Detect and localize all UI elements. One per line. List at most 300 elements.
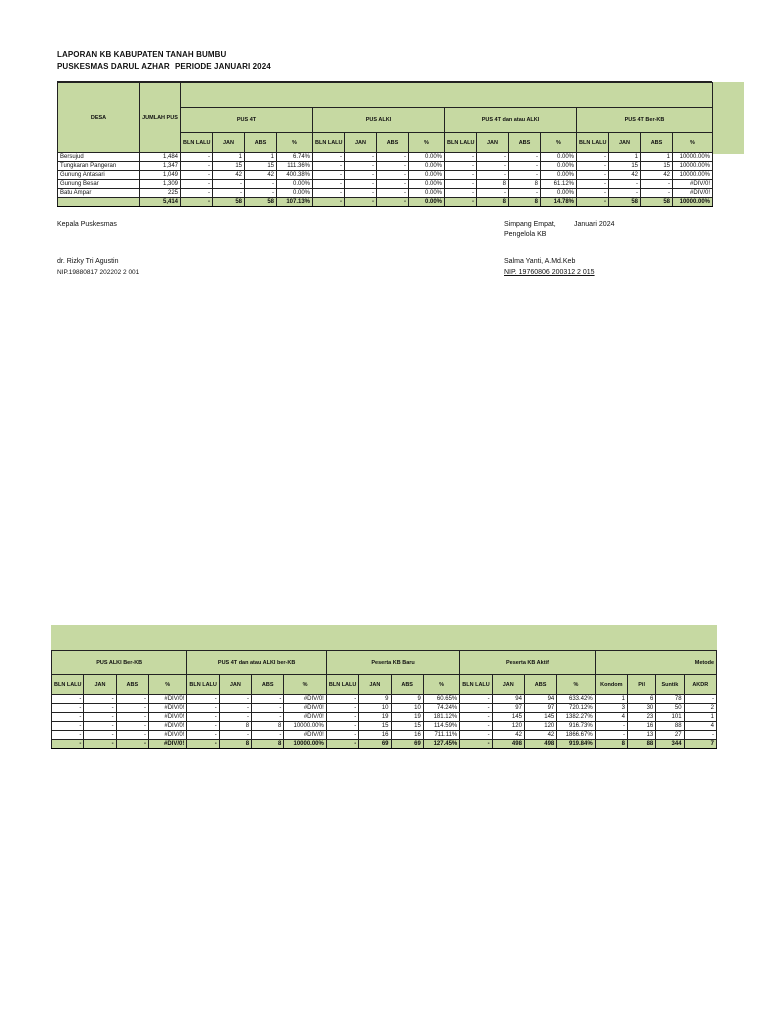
sub-bln-lalu: BLN LALU — [313, 133, 345, 153]
data-cell: - — [219, 695, 251, 704]
signer-right-place: Simpang Empat, — [504, 221, 556, 228]
report-title: LAPORAN KB KABUPATEN TANAH BUMBU — [57, 50, 227, 59]
data-cell: 10 — [359, 704, 391, 713]
data-cell: - — [187, 722, 219, 731]
data-cell: 1866.67% — [557, 731, 595, 740]
data-cell: - — [445, 162, 477, 171]
data-cell: 0.00% — [541, 171, 577, 180]
data-cell: 10000.00% — [673, 162, 713, 171]
data-cell: - — [187, 704, 219, 713]
data-cell: 8 — [219, 722, 251, 731]
group-peserta-kb-aktif: Peserta KB Aktif — [460, 651, 595, 675]
data-cell: #DIV/0! — [673, 189, 713, 198]
table2-top-band — [51, 625, 717, 650]
data-cell: 1,309 — [140, 180, 181, 189]
data-cell: 720.12% — [557, 704, 595, 713]
total-cell: - — [52, 740, 84, 749]
data-cell: - — [460, 713, 492, 722]
data-cell: 0.00% — [409, 171, 445, 180]
data-cell: #DIV/0! — [284, 731, 326, 740]
data-cell: - — [460, 704, 492, 713]
data-cell: - — [477, 162, 509, 171]
data-cell: - — [684, 695, 716, 704]
data-cell: - — [116, 713, 148, 722]
signer-right-name: Salma Yanti, A.Md.Keb — [504, 258, 576, 265]
data-cell: - — [445, 153, 477, 162]
subheader-cell: % — [557, 675, 595, 695]
data-cell: 1 — [595, 695, 627, 704]
data-cell: 6 — [628, 695, 656, 704]
data-cell: 42 — [641, 171, 673, 180]
total-row — [52, 740, 717, 749]
data-cell: #DIV/0! — [673, 180, 713, 189]
data-cell: #DIV/0! — [148, 713, 186, 722]
data-cell: 145 — [492, 713, 524, 722]
sub-bln-lalu: BLN LALU — [181, 133, 213, 153]
data-cell: - — [509, 153, 541, 162]
table-row — [58, 189, 713, 198]
data-cell: 15 — [641, 162, 673, 171]
data-cell: - — [326, 722, 358, 731]
data-cell: - — [116, 704, 148, 713]
data-cell: 19 — [391, 713, 423, 722]
data-cell: - — [477, 153, 509, 162]
data-cell: 88 — [656, 722, 684, 731]
data-cell: - — [577, 189, 609, 198]
signer-left-role: Kepala Puskesmas — [57, 221, 117, 228]
total-cell — [58, 198, 140, 207]
subheader-cell: ABS — [524, 675, 556, 695]
data-cell: - — [84, 704, 116, 713]
data-cell: - — [377, 153, 409, 162]
data-cell: - — [641, 180, 673, 189]
report-subtitle: PUSKESMAS DARUL AZHAR — [57, 62, 170, 71]
data-cell: 16 — [359, 731, 391, 740]
data-cell: - — [377, 180, 409, 189]
signer-right-date: Januari 2024 — [574, 221, 615, 228]
group-peserta-kb-baru: Peserta KB Baru — [326, 651, 459, 675]
data-cell: 30 — [628, 704, 656, 713]
data-cell: - — [252, 731, 284, 740]
group-pus-alki-ber-kb: PUS ALKI Ber-KB — [52, 651, 187, 675]
data-cell: 1 — [245, 153, 277, 162]
data-cell: - — [116, 722, 148, 731]
data-cell: - — [509, 162, 541, 171]
data-cell: - — [52, 713, 84, 722]
table-row — [52, 713, 717, 722]
data-cell: 9 — [359, 695, 391, 704]
signer-right-nip: NIP. 19760806 200312 2 015 — [504, 269, 595, 276]
data-cell: - — [477, 171, 509, 180]
subheader-cell: Kondom — [595, 675, 627, 695]
data-cell: #DIV/0! — [284, 713, 326, 722]
data-cell: - — [181, 180, 213, 189]
signer-left-name: dr. Rizky Tri Agustin — [57, 258, 119, 265]
total-cell: - — [377, 198, 409, 207]
data-cell: #DIV/0! — [284, 695, 326, 704]
total-cell: - — [187, 740, 219, 749]
table2 — [51, 650, 717, 749]
table-row — [58, 153, 713, 162]
data-cell: - — [84, 722, 116, 731]
data-cell: 10000.00% — [673, 171, 713, 180]
data-cell: - — [252, 695, 284, 704]
data-cell: 61.12% — [541, 180, 577, 189]
total-cell: #DIV/0! — [148, 740, 186, 749]
total-cell: 127.45% — [423, 740, 459, 749]
data-cell: 1,347 — [140, 162, 181, 171]
data-cell: 120 — [524, 722, 556, 731]
data-cell: 1 — [213, 153, 245, 162]
data-cell: 15 — [391, 722, 423, 731]
data-cell: 0.00% — [541, 153, 577, 162]
report-period: PERIODE JANUARI 2024 — [175, 62, 271, 71]
total-cell: - — [460, 740, 492, 749]
data-cell: - — [252, 704, 284, 713]
subheader-cell: % — [148, 675, 186, 695]
data-cell: 74.24% — [423, 704, 459, 713]
data-cell: - — [187, 731, 219, 740]
data-cell: 1382.27% — [557, 713, 595, 722]
data-cell: - — [445, 171, 477, 180]
data-cell: 1,484 — [140, 153, 181, 162]
data-cell: 15 — [609, 162, 641, 171]
total-cell: 919.84% — [557, 740, 595, 749]
data-cell: 8 — [509, 180, 541, 189]
data-cell: 42 — [213, 171, 245, 180]
data-cell: - — [377, 171, 409, 180]
data-cell: 42 — [609, 171, 641, 180]
table-row — [52, 704, 717, 713]
total-cell: - — [116, 740, 148, 749]
data-cell: - — [684, 731, 716, 740]
data-cell: 10 — [391, 704, 423, 713]
data-cell: 97 — [492, 704, 524, 713]
subheader-cell: Pil — [628, 675, 656, 695]
sub-pct: % — [541, 133, 577, 153]
data-cell: #DIV/0! — [148, 695, 186, 704]
data-cell: 15 — [245, 162, 277, 171]
signer-left-nip: NIP.19880817 202202 2 001 — [57, 269, 140, 276]
data-cell: 94 — [524, 695, 556, 704]
data-cell: - — [609, 180, 641, 189]
subheader-cell: BLN LALU — [460, 675, 492, 695]
data-cell: - — [445, 180, 477, 189]
sub-abs: ABS — [245, 133, 277, 153]
table-row — [58, 162, 713, 171]
data-cell: 225 — [140, 189, 181, 198]
sub-abs: ABS — [509, 133, 541, 153]
table1-band — [181, 83, 713, 108]
sub-jan: JAN — [609, 133, 641, 153]
total-cell: - — [181, 198, 213, 207]
total-cell: 8 — [509, 198, 541, 207]
data-cell: 111.36% — [277, 162, 313, 171]
data-cell: 4 — [595, 713, 627, 722]
subheader-cell: BLN LALU — [187, 675, 219, 695]
data-cell: - — [509, 171, 541, 180]
data-cell: - — [345, 162, 377, 171]
data-cell: 1 — [641, 153, 673, 162]
data-cell: - — [313, 189, 345, 198]
table1 — [57, 82, 713, 207]
data-cell: #DIV/0! — [148, 704, 186, 713]
data-cell: 10000.00% — [284, 722, 326, 731]
subheader-cell: AKDR — [684, 675, 716, 695]
table-row — [58, 171, 713, 180]
data-cell: #DIV/0! — [148, 722, 186, 731]
data-cell: - — [509, 189, 541, 198]
total-cell: 8 — [477, 198, 509, 207]
data-cell: 15 — [359, 722, 391, 731]
data-cell: 0.00% — [409, 189, 445, 198]
data-cell: - — [377, 162, 409, 171]
total-cell: 344 — [656, 740, 684, 749]
group-pus-alki: PUS ALKI — [313, 108, 445, 133]
total-cell: 7 — [684, 740, 716, 749]
sub-jan: JAN — [345, 133, 377, 153]
data-cell: 42 — [524, 731, 556, 740]
data-cell: 10000.00% — [673, 153, 713, 162]
total-cell: 5,414 — [140, 198, 181, 207]
sub-abs: ABS — [377, 133, 409, 153]
total-cell: 14.78% — [541, 198, 577, 207]
subheader-cell: ABS — [391, 675, 423, 695]
data-cell: - — [595, 722, 627, 731]
data-cell: - — [181, 162, 213, 171]
data-cell: - — [345, 153, 377, 162]
total-cell: - — [84, 740, 116, 749]
village-name: Bersujud — [58, 153, 140, 162]
subheader-cell: JAN — [84, 675, 116, 695]
sub-bln-lalu: BLN LALU — [577, 133, 609, 153]
data-cell: #DIV/0! — [148, 731, 186, 740]
total-cell: 107.13% — [277, 198, 313, 207]
data-cell: 114.59% — [423, 722, 459, 731]
data-cell: - — [345, 189, 377, 198]
data-cell: 101 — [656, 713, 684, 722]
group-metode: Metode — [595, 651, 716, 675]
data-cell: 181.12% — [423, 713, 459, 722]
data-cell: 120 — [492, 722, 524, 731]
data-cell: - — [326, 713, 358, 722]
data-cell: - — [577, 180, 609, 189]
sub-pct: % — [277, 133, 313, 153]
data-cell: - — [187, 695, 219, 704]
total-cell: 58 — [609, 198, 641, 207]
total-row — [58, 198, 713, 207]
data-cell: - — [577, 171, 609, 180]
data-cell: - — [460, 722, 492, 731]
data-cell: - — [345, 180, 377, 189]
group-pus-4t: PUS 4T — [181, 108, 313, 133]
data-cell: 145 — [524, 713, 556, 722]
village-name: Gunung Antasari — [58, 171, 140, 180]
total-cell: - — [313, 198, 345, 207]
data-cell: 8 — [477, 180, 509, 189]
village-name: Tungkaran Pangeran — [58, 162, 140, 171]
data-cell: 42 — [492, 731, 524, 740]
data-cell: - — [377, 189, 409, 198]
data-cell: - — [609, 189, 641, 198]
data-cell: - — [52, 695, 84, 704]
total-cell: - — [445, 198, 477, 207]
data-cell: - — [84, 695, 116, 704]
table1-side-band — [712, 82, 744, 154]
data-cell: 0.00% — [541, 162, 577, 171]
total-cell: 498 — [524, 740, 556, 749]
subheader-cell: % — [423, 675, 459, 695]
data-cell: 633.42% — [557, 695, 595, 704]
data-cell: 50 — [656, 704, 684, 713]
data-cell: - — [245, 189, 277, 198]
data-cell: 19 — [359, 713, 391, 722]
data-cell: - — [181, 171, 213, 180]
subheader-cell: JAN — [219, 675, 251, 695]
data-cell: 1 — [609, 153, 641, 162]
data-cell: 711.11% — [423, 731, 459, 740]
data-cell: 15 — [213, 162, 245, 171]
data-cell: 2 — [684, 704, 716, 713]
data-cell: 8 — [252, 722, 284, 731]
subheader-cell: JAN — [492, 675, 524, 695]
data-cell: 97 — [524, 704, 556, 713]
group-pus-4t-ber-kb: PUS 4T Ber-KB — [577, 108, 713, 133]
sub-pct: % — [673, 133, 713, 153]
data-cell: #DIV/0! — [284, 704, 326, 713]
data-cell: 60.65% — [423, 695, 459, 704]
data-cell: - — [213, 189, 245, 198]
table-row — [58, 180, 713, 189]
data-cell: 9 — [391, 695, 423, 704]
subheader-cell: ABS — [252, 675, 284, 695]
data-cell: 13 — [628, 731, 656, 740]
data-cell: - — [187, 713, 219, 722]
col-desa: DESA — [58, 83, 140, 153]
data-cell: - — [577, 162, 609, 171]
total-cell: 58 — [245, 198, 277, 207]
data-cell: - — [595, 731, 627, 740]
data-cell: - — [84, 713, 116, 722]
data-cell: 0.00% — [409, 162, 445, 171]
sub-abs: ABS — [641, 133, 673, 153]
data-cell: 1,049 — [140, 171, 181, 180]
total-cell: 58 — [641, 198, 673, 207]
data-cell: 23 — [628, 713, 656, 722]
data-cell: 400.38% — [277, 171, 313, 180]
data-cell: - — [326, 731, 358, 740]
total-cell: - — [326, 740, 358, 749]
data-cell: - — [477, 189, 509, 198]
sub-bln-lalu: BLN LALU — [445, 133, 477, 153]
total-cell: 69 — [391, 740, 423, 749]
subheader-cell: ABS — [116, 675, 148, 695]
table-row — [52, 731, 717, 740]
col-jumlah-pus: JUMLAH PUS — [140, 83, 181, 153]
data-cell: 6.74% — [277, 153, 313, 162]
data-cell: - — [460, 695, 492, 704]
data-cell: - — [313, 171, 345, 180]
data-cell: - — [181, 153, 213, 162]
total-cell: - — [577, 198, 609, 207]
village-name: Gunung Besar — [58, 180, 140, 189]
data-cell: - — [116, 731, 148, 740]
total-cell: - — [345, 198, 377, 207]
total-cell: 10000.00% — [284, 740, 326, 749]
total-cell: 69 — [359, 740, 391, 749]
data-cell: 27 — [656, 731, 684, 740]
total-cell: 0.00% — [409, 198, 445, 207]
total-cell: 498 — [492, 740, 524, 749]
sub-jan: JAN — [477, 133, 509, 153]
village-name: Batu Ampar — [58, 189, 140, 198]
data-cell: - — [313, 162, 345, 171]
total-cell: 8 — [252, 740, 284, 749]
sub-jan: JAN — [213, 133, 245, 153]
data-cell: - — [313, 180, 345, 189]
data-cell: - — [52, 722, 84, 731]
data-cell: - — [641, 189, 673, 198]
data-cell: - — [326, 704, 358, 713]
sub-pct: % — [409, 133, 445, 153]
table-row — [52, 722, 717, 731]
group-pus-4t-alki: PUS 4T dan atau ALKI — [445, 108, 577, 133]
data-cell: 0.00% — [277, 180, 313, 189]
data-cell: 0.00% — [541, 189, 577, 198]
subheader-cell: BLN LALU — [326, 675, 358, 695]
total-cell: 8 — [219, 740, 251, 749]
data-cell: - — [219, 704, 251, 713]
total-cell: 88 — [628, 740, 656, 749]
data-cell: - — [52, 731, 84, 740]
subheader-cell: BLN LALU — [52, 675, 84, 695]
total-cell: 58 — [213, 198, 245, 207]
data-cell: - — [213, 180, 245, 189]
data-cell: - — [445, 189, 477, 198]
data-cell: 1 — [684, 713, 716, 722]
total-cell: 10000.00% — [673, 198, 713, 207]
data-cell: - — [181, 189, 213, 198]
data-cell: 3 — [595, 704, 627, 713]
data-cell: - — [252, 713, 284, 722]
data-cell: 42 — [245, 171, 277, 180]
data-cell: 916.73% — [557, 722, 595, 731]
subheader-row — [52, 675, 717, 695]
signer-right-role: Pengelola KB — [504, 231, 547, 238]
data-cell: 94 — [492, 695, 524, 704]
data-cell: 4 — [684, 722, 716, 731]
data-cell: - — [116, 695, 148, 704]
subheader-cell: Suntik — [656, 675, 684, 695]
data-cell: 16 — [391, 731, 423, 740]
data-cell: - — [313, 153, 345, 162]
subheader-cell: % — [284, 675, 326, 695]
table-row — [52, 695, 717, 704]
data-cell: - — [84, 731, 116, 740]
data-cell: - — [460, 731, 492, 740]
data-cell: - — [52, 704, 84, 713]
data-cell: 0.00% — [277, 189, 313, 198]
group-pus-4t-alki-ber-kb: PUS 4T dan atau ALKI ber-KB — [187, 651, 326, 675]
data-cell: - — [219, 731, 251, 740]
data-cell: 78 — [656, 695, 684, 704]
data-cell: - — [245, 180, 277, 189]
data-cell: - — [345, 171, 377, 180]
data-cell: - — [326, 695, 358, 704]
subheader-cell: JAN — [359, 675, 391, 695]
data-cell: 0.00% — [409, 153, 445, 162]
data-cell: - — [219, 713, 251, 722]
